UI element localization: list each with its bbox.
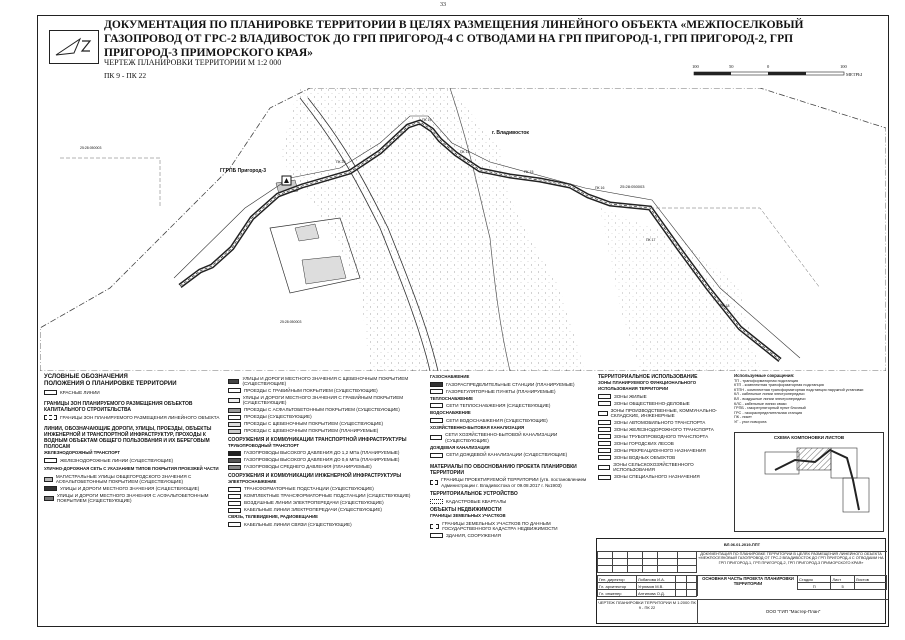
swatch-road xyxy=(228,422,241,427)
legend-item: ЗОНЫ ЖЕЛЕЗНОДОРОЖНОГО ТРАНСПОРТА xyxy=(598,427,728,432)
role-name: Угрюмов М.В. xyxy=(637,583,676,590)
legend-item: ЗОНЫ СЕЛЬСКОХОЗЯЙСТВЕННОГО ИСПОЛЬЗОВАНИЯ xyxy=(598,462,728,473)
legend-column-3 xyxy=(430,374,590,540)
swatch-zone xyxy=(598,448,611,453)
swatch-zone xyxy=(598,455,611,460)
legend-subheading: ЗОНЫ ПЛАНИРУЕМОГО ФУНКЦИОНАЛЬНОГО ИСПОЛЬЗОВАНИЯ ТЕРРИТОРИИ xyxy=(598,380,697,391)
swatch-road xyxy=(44,486,57,491)
legend-subheading: СВЯЗЬ, ТЕЛЕВИДЕНИЕ, РАДИОВЕЩАНИЕ xyxy=(228,514,319,520)
legend-item: ЗОНЫ РЕКРЕАЦИОННОГО НАЗНАЧЕНИЯ xyxy=(598,448,728,453)
legend-item: ПРОЕЗДЫ С АСФАЛЬТОБЕТОННЫМ ПОКРЫТИЕМ (СУЩЕСТВУЮЩИЕ) xyxy=(228,407,424,412)
abbreviation-item: ГРС - газораспределительная станция xyxy=(734,410,803,415)
abbreviations-list xyxy=(734,374,884,425)
swatch-project-boundary xyxy=(430,480,438,485)
abbreviation-item: ПК - пикет xyxy=(734,415,752,420)
swatch-gas xyxy=(228,451,241,456)
swatch-road xyxy=(228,415,241,420)
legend-subheading: ХОЗЯЙСТВЕННО-БЫТОВАЯ КАНАЛИЗАЦИЯ xyxy=(430,424,525,430)
legend-item: ТРАНСФОРМАТОРНЫЕ ПОДСТАНЦИИ (СУЩЕСТВУЮЩИЕ) xyxy=(228,486,424,491)
pk-range: ПК 9 - ПК 22 xyxy=(104,71,147,80)
abbreviation-item: КЛ - кабельные линии электропередачи xyxy=(734,392,805,397)
swatch-gas xyxy=(228,458,241,463)
legend-item: ГАЗОПРОВОДЫ ВЫСОКОГО ДАВЛЕНИЯ ДО 1,2 МПа (ПЛАНИРУЕМЫЕ) xyxy=(228,450,424,455)
legend-item: УЛИЦЫ И ДОРОГИ МЕСТНОГО ЗНАЧЕНИЯ (СУЩЕСТВУЮЩИЕ) xyxy=(44,486,220,491)
legend-item: ЗОНЫ ЖИЛЫЕ xyxy=(598,394,728,399)
swatch-ktp xyxy=(228,494,241,499)
swatch-tp xyxy=(228,487,241,492)
legend-subheading: ГРАНИЦЫ ЗЕМЕЛЬНЫХ УЧАСТКОВ xyxy=(430,513,506,519)
scheme-title: СХЕМА КОМПОНОВКИ ЛИСТОВ xyxy=(773,435,845,440)
stage-label: Стадия xyxy=(798,576,831,583)
legend-item: УЛИЦЫ И ДОРОГИ МЕСТНОГО ЗНАЧЕНИЯ С ГРАВИЙНЫМ ПОКРЫТИЕМ (СУЩЕСТВУЮЩИЕ) xyxy=(228,395,424,406)
sheet-value: 5 xyxy=(831,583,854,590)
legend-item: ГАЗОПРОВОДЫ ВЫСОКОГО ДАВЛЕНИЯ ДО 0,6 МПа (ПЛАНИРУЕМЫЕ) xyxy=(228,457,424,462)
swatch-zone xyxy=(598,394,611,399)
legend-item: КАДАСТРОВЫЕ КВАРТАЛЫ xyxy=(430,499,590,504)
swatch-zone xyxy=(598,427,611,432)
legend-subheading: ЛИНИИ, ОБОЗНАЧАЮЩИЕ ДОРОГИ, УЛИЦЫ, ПРОЕЗДЫ, ОБЪЕКТЫ ИНЖЕНЕРНОЙ И ТРАНСПОРТНОЙ ИНФРАСТРУКТУР, ПРОХОДЫ К ВОДНЫМ ОБЪЕКТАМ ОБЩЕГО ПОЛЬЗОВАНИЯ И ИХ БЕРЕГОВЫМ ПОЛОСАМ xyxy=(44,426,212,450)
scale-tick-1: 50 xyxy=(729,64,734,69)
north-arrow xyxy=(49,30,99,64)
legend-item: ГАЗОПРОВОДЫ СРЕДНЕГО ДАВЛЕНИЯ (ПЛАНИРУЕМЫЕ) xyxy=(228,464,424,469)
legend-item: ЗОНЫ АВТОМОБИЛЬНОГО ТРАНСПОРТА xyxy=(598,420,728,425)
legend-subheading: СООРУЖЕНИЯ И КОММУНИКАЦИИ ИНЖЕНЕРНОЙ ИНФРАСТРУКТУРЫ xyxy=(228,472,402,479)
swatch-vl xyxy=(228,501,241,506)
swatch-zone xyxy=(598,441,611,446)
legend-item: ГРАНИЦЫ ПРОЕКТИРУЕМОЙ ТЕРРИТОРИИ (утв. постановлением Администрации г. Владивостока от 09.08.2017 г. №1903) xyxy=(430,477,590,488)
swatch-road xyxy=(228,388,241,393)
role-label: Гл. инженер xyxy=(598,590,637,597)
title-block xyxy=(596,538,886,624)
scale-bar xyxy=(692,64,868,84)
scheme-diagram xyxy=(735,440,883,526)
title-block-signatures xyxy=(597,575,697,597)
planning-map xyxy=(40,88,886,371)
swatch-zone xyxy=(598,411,608,416)
legend-item: ЗДАНИЯ, СООРУЖЕНИЯ xyxy=(430,533,590,538)
legend-item: ГАЗОРЕГУЛЯТОРНЫЕ ПУНКТЫ (ПЛАНИРУЕМЫЕ) xyxy=(430,389,590,394)
swatch-red-line xyxy=(44,390,57,395)
legend-column-2 xyxy=(228,374,424,529)
map-label-pk19: ПК 19 xyxy=(422,118,432,122)
swatch-water xyxy=(430,418,443,423)
map-label-pk18: ПК 18 xyxy=(720,304,730,308)
forest-terrain-2 xyxy=(600,208,760,371)
legend-item: ГРАНИЦЫ ЗОН ПЛАНИРУЕМОГО РАЗМЕЩЕНИЯ ЛИНЕЙНОГО ОБЪЕКТА xyxy=(44,415,220,420)
swatch-rail xyxy=(44,458,57,463)
legend-item: ЗОНЫ ТРУБОПРОВОДНОГО ТРАНСПОРТА xyxy=(598,434,728,439)
legend-column-4 xyxy=(598,374,728,481)
map-label-pk20: ПК 20 xyxy=(336,160,346,164)
legend-item: ПРОЕЗДЫ С ЩЕБЕНОЧНЫМ ПОКРЫТИЕМ (СУЩЕСТВУЮЩИЕ) xyxy=(228,421,424,426)
swatch-road xyxy=(44,477,53,482)
map-label-pk15: ПК 15 xyxy=(524,170,534,174)
legend-item: ЗОНЫ ОБЩЕСТВЕННО-ДЕЛОВЫЕ xyxy=(598,401,728,406)
swatch-road xyxy=(228,408,241,413)
legend-subheading: ПОЛОЖЕНИЯ О ПЛАНИРОВКЕ ТЕРРИТОРИИ xyxy=(44,381,177,387)
legend-item: ЗОНЫ ВОДНЫХ ОБЪЕКТОВ xyxy=(598,455,728,460)
legend-item: КОМПЛЕКТНЫЕ ТРАНСФОРМАТОРНЫЕ ПОДСТАНЦИИ (СУЩЕСТВУЮЩИЕ) xyxy=(228,493,424,498)
legend-item: КАБЕЛЬНЫЕ ЛИНИИ ЭЛЕКТРОПЕРЕДАЧИ (СУЩЕСТВУЮЩИЕ) xyxy=(228,507,424,512)
legend-item: УЛИЦЫ И ДОРОГИ МЕСТНОГО ЗНАЧЕНИЯ С АСФАЛЬТОБЕТОННЫМ ПОКРЫТИЕМ (СУЩЕСТВУЮЩИЕ) xyxy=(44,493,220,504)
stage-value: П xyxy=(798,583,831,590)
title-block-grid xyxy=(597,551,697,573)
swatch-grs xyxy=(430,382,443,387)
legend-subheading: ГАЗОСНАБЖЕНИЕ xyxy=(430,374,470,379)
map-label-parcel: 25:28:050003 xyxy=(620,184,645,189)
legend-subheading: ГРАНИЦЫ ЗОН ПЛАНИРУЕМОГО РАЗМЕЩЕНИЯ ОБЪЕКТОВ КАПИТАЛЬНОГО СТРОИТЕЛЬСТВА xyxy=(44,401,193,413)
title-block-stage xyxy=(797,575,887,590)
legend-subheading: СООРУЖЕНИЯ И КОММУНИКАЦИИ ТРАНСПОРТНОЙ ИНФРАСТРУКТУРЫ xyxy=(228,436,407,443)
legend-subheading: МАТЕРИАЛЫ ПО ОБОСНОВАНИЮ ПРОЕКТА ПЛАНИРОВКИ ТЕРРИТОРИИ xyxy=(430,463,577,476)
legend-item: ГРАНИЦЫ ЗЕМЕЛЬНЫХ УЧАСТКОВ ПО ДАННЫМ ГОСУДАРСТВЕННОГО КАДАСТРА НЕДВИЖИМОСТИ xyxy=(430,521,590,532)
map-canvas xyxy=(40,88,886,371)
legend-item: КРАСНЫЕ ЛИНИИ xyxy=(44,390,220,395)
swatch-gas xyxy=(228,465,241,470)
swatch-kl xyxy=(228,508,241,513)
legend-subheading: УЛИЧНО-ДОРОЖНАЯ СЕТЬ С УКАЗАНИЕМ ТИПОВ ПОКРЫТИЯ ПРОЕЗЖЕЙ ЧАСТИ xyxy=(44,466,219,471)
swatch-road xyxy=(228,379,239,384)
scale-unit: МЕТРЫ xyxy=(846,72,862,77)
document-title: ДОКУМЕНТАЦИЯ ПО ПЛАНИРОВКЕ ТЕРРИТОРИИ В ЦЕЛЯХ РАЗМЕЩЕНИЯ ЛИНЕЙНОГО ОБЪЕКТА «МЕЖПОСЕЛКОВЫЙ ГАЗОПРОВОД ОТ ГРС-2 ВЛАДИВОСТОК ДО ГРП ПРИГОРОД-4 С ОТВОДАМИ НА ГРП ПРИГОРОД-1, ГРП ПРИГОРОД-2, ГРП ПРИГОРОД-3 ПРИМОРСКОГО КРАЯ» xyxy=(104,19,804,59)
legend-subheading: ОБЪЕКТЫ НЕДВИЖИМОСТИ xyxy=(430,507,502,514)
legend-subheading: ЖЕЛЕЗНОДОРОЖНЫЙ ТРАНСПОРТ xyxy=(44,450,120,455)
legend-subheading: ТЕПЛОСНАБЖЕНИЕ xyxy=(430,395,474,401)
swatch-zone xyxy=(598,475,611,480)
sheets-label: Листов xyxy=(854,576,886,583)
role-label: Гл. архитектор xyxy=(598,583,637,590)
abbreviation-item: ГРПБ - газорегуляторный пункт блочный xyxy=(734,406,806,411)
abbreviation-item: ВЛ - воздушные линии электропередачи xyxy=(734,396,806,401)
swatch-road xyxy=(228,429,241,434)
role-name: Лобанова И.А. xyxy=(637,576,676,583)
legend-item: ПРОЕЗДЫ С ГРАВИЙНЫМ ПОКРЫТИЕМ (СУЩЕСТВУЮЩИЕ) xyxy=(228,388,424,393)
abbreviations-heading: Используемые сокращения: xyxy=(734,373,795,378)
sheet-label: Лист xyxy=(831,576,854,583)
legend-item: ЖЕЛЕЗНОДОРОЖНЫЕ ЛИНИИ (СУЩЕСТВУЮЩИЕ) xyxy=(44,458,220,463)
swatch-building xyxy=(430,533,443,538)
swatch-cadastral xyxy=(430,499,443,504)
swatch-heat xyxy=(430,403,443,408)
swatch-grp xyxy=(430,389,443,394)
swatch-sewer xyxy=(430,435,442,440)
sheets-value xyxy=(854,583,886,590)
role-label: Ген. директор xyxy=(598,576,637,583)
swatch-zone xyxy=(598,465,610,470)
scale-tick-3: 100 xyxy=(840,64,847,69)
legend-subheading: ТЕРРИТОРИАЛЬНОЕ УСТРОЙСТВО xyxy=(430,491,518,498)
legend-item: СЕТИ ДОЖДЕВОЙ КАНАЛИЗАЦИИ (СУЩЕСТВУЮЩИЕ) xyxy=(430,452,590,457)
swatch-kls xyxy=(228,522,241,527)
legend-item: ГАЗОРАСПРЕДЕЛИТЕЛЬНЫЕ СТАНЦИИ (ПЛАНИРУЕМЫЕ) xyxy=(430,382,590,387)
legend-heading: УСЛОВНЫЕ ОБОЗНАЧЕНИЯ xyxy=(44,374,128,380)
swatch-zone xyxy=(598,420,611,425)
legend-item: ВОЗДУШНЫЕ ЛИНИИ ЭЛЕКТРОПЕРЕДАЧИ (СУЩЕСТВУЮЩИЕ) xyxy=(228,500,424,505)
drawing-subtitle: ЧЕРТЕЖ ПЛАНИРОВКИ ТЕРРИТОРИИ М 1:2 000 xyxy=(104,58,282,67)
building-block xyxy=(295,224,319,241)
title-block-code: ВЛ.06.01.2019-ППТ xyxy=(597,539,887,552)
title-block-project: ДОКУМЕНТАЦИЯ ПО ПЛАНИРОВКЕ ТЕРРИТОРИИ В ЦЕЛЯХ РАЗМЕЩЕНИЯ ЛИНЕЙНОГО ОБЪЕКТА «МЕЖПОСЕЛКОВЫЙ ГАЗОПРОВОД ОТ ГРС-2 ВЛАДИВОСТОК ДО ГРП ПРИГОРОД-4 С ОТВОДАМИ НА ГРП ПРИГОРОД-1, ГРП ПРИГОРОД-2, ГРП ПРИГОРОД-3 ПРИМОРСКОГО КРАЯ» xyxy=(698,552,884,565)
building-block xyxy=(302,256,346,284)
abbreviation-item: КТП - комплектная трансформаторная подстанция xyxy=(734,383,824,388)
legend-item: МАГИСТРАЛЬНЫЕ УЛИЦЫ ОБЩЕГОРОДСКОГО ЗНАЧЕНИЯ С АСФАЛЬТОБЕТОННЫМ ПОКРЫТИЕМ (СУЩЕСТВУЮЩИЕ) xyxy=(44,474,220,485)
legend-subheading: ТРУБОПРОВОДНЫЙ ТРАНСПОРТ xyxy=(228,442,299,448)
title-block-company: ООО "ГИП "Мастер-План" xyxy=(697,599,888,624)
legend-column-1 xyxy=(44,374,220,505)
north-arrow-icon xyxy=(50,31,98,63)
map-label-pk17: ПК 17 xyxy=(646,238,656,242)
parcel-boundary xyxy=(60,158,160,208)
legend-item: СЕТИ ВОДОСНАБЖЕНИЯ (СУЩЕСТВУЮЩИЕ) xyxy=(430,418,590,423)
map-label-city: г. Владивосток xyxy=(492,130,529,136)
swatch-storm xyxy=(430,453,443,458)
scale-tick-2: 0 xyxy=(767,64,770,69)
swatch-parcel xyxy=(430,524,439,529)
legend-item: ЗОНЫ ПРОИЗВОДСТВЕННЫЕ, КОММУНАЛЬНО-СКЛАДСКИЕ, ИНЖЕНЕРНЫЕ xyxy=(598,408,728,419)
abbreviation-item: КТПН - комплектная трансформаторная подстанция наружной установки xyxy=(734,387,864,392)
swatch-zone xyxy=(598,401,611,406)
legend-item: КАБЕЛЬНЫЕ ЛИНИИ СВЯЗИ (СУЩЕСТВУЮЩИЕ) xyxy=(228,522,424,527)
page-number: 33 xyxy=(440,2,446,8)
swatch-road xyxy=(228,398,240,403)
legend-item: ПРОЕЗДЫ С ЩЕБЕНОЧНЫМ ПОКРЫТИЕМ (ПЛАНИРУЕМЫЕ) xyxy=(228,428,424,433)
map-label-pk16: ПК 16 xyxy=(595,186,605,190)
role-name: Антипова О.Д. xyxy=(637,590,676,597)
map-label-pk14: ПК 14 xyxy=(460,150,470,154)
map-label-lot-mid: 25:28:050003 xyxy=(280,320,302,324)
legend-item: ПРОЕЗДЫ (СУЩЕСТВУЮЩИЕ) xyxy=(228,414,424,419)
swatch-zone xyxy=(598,434,611,439)
legend-subheading: ДОЖДЕВАЯ КАНАЛИЗАЦИЯ xyxy=(430,444,490,450)
title-block-part: ОСНОВНАЯ ЧАСТЬ ПРОЕКТА ПЛАНИРОВКИ ТЕРРИТОРИИ xyxy=(697,575,798,596)
legend-item: СЕТИ ТЕПЛОСНАБЖЕНИЯ (СУЩЕСТВУЮЩИЕ) xyxy=(430,403,590,408)
swatch-road xyxy=(44,496,54,501)
legend-subheading: ЭЛЕКТРОСНАБЖЕНИЕ xyxy=(228,478,277,484)
scale-tick-0: 100 xyxy=(692,64,699,69)
abbreviation-item: КЛС - кабельные линии связи xyxy=(734,401,787,406)
sheet-layout-scheme xyxy=(734,432,884,532)
legend-subheading: ТЕРРИТОРИАЛЬНОЕ ИСПОЛЬЗОВАНИЕ xyxy=(598,374,698,380)
legend-item: ЗОНЫ СПЕЦИАЛЬНОГО НАЗНАЧЕНИЯ xyxy=(598,474,728,479)
abbreviation-item: УГ - угол поворота xyxy=(734,419,767,424)
swatch-zone-border xyxy=(44,415,57,420)
map-label-lot-left: 25:28:050003 xyxy=(80,146,102,150)
legend-item: ЗОНЫ ГОРОДСКИХ ЛЕСОВ xyxy=(598,441,728,446)
title-block-drawing: ЧЕРТЕЖ ПЛАНИРОВКИ ТЕРРИТОРИИ М 1:2000 ПК 9 - ПК 22 xyxy=(597,599,697,624)
abbreviation-item: ТП - трансформаторная подстанция xyxy=(734,378,799,383)
legend-item: СЕТИ ХОЗЯЙСТВЕННО-БЫТОВОЙ КАНАЛИЗАЦИИ (СУЩЕСТВУЮЩИЕ) xyxy=(430,432,590,443)
legend-subheading: ВОДОСНАБЖЕНИЕ xyxy=(430,410,471,416)
map-label-grpb: ГГРПБ Пригород-3 xyxy=(220,168,267,174)
legend-item: УЛИЦЫ И ДОРОГИ МЕСТНОГО ЗНАЧЕНИЯ С ЩЕБЕНОЧНЫМ ПОКРЫТИЕМ (СУЩЕСТВУЮЩИЕ) xyxy=(228,376,424,387)
